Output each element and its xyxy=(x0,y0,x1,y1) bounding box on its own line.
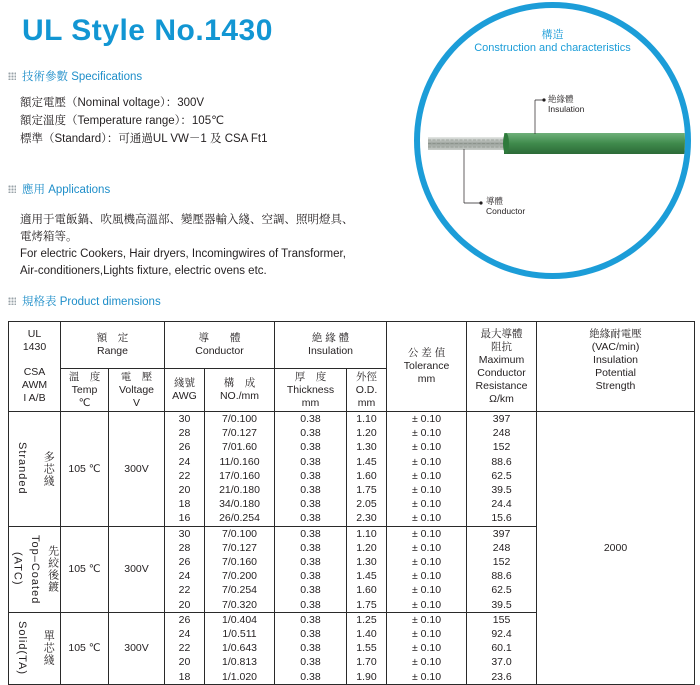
table-cell: 22 xyxy=(178,469,191,482)
table-cell: 1/1.020 xyxy=(221,670,258,683)
table-cell: 0.38 xyxy=(300,541,321,554)
dotted-square-icon xyxy=(8,185,16,193)
table-cell: 7/0.100 xyxy=(221,527,258,540)
table-cell: 20 xyxy=(178,484,191,497)
table-cell: 1.70 xyxy=(356,656,377,669)
group-label: (ATC) Top–Coated 先絞後鍍 xyxy=(9,526,61,612)
table-cell: ± 0.10 xyxy=(411,413,442,425)
table-cell: ± 0.10 xyxy=(411,469,442,482)
awg-column xyxy=(165,612,205,684)
table-cell: 1.10 xyxy=(356,527,377,540)
tolerance-column xyxy=(387,526,467,612)
table-cell: 22 xyxy=(178,584,191,597)
table-cell: 1.90 xyxy=(356,670,377,683)
table-cell: 88.6 xyxy=(491,455,512,468)
table-cell: 7/0.127 xyxy=(221,541,258,554)
table-cell: 17/0.160 xyxy=(219,469,260,482)
table-cell: 30 xyxy=(178,413,191,425)
table-cell: 20 xyxy=(178,598,191,611)
resistance-column xyxy=(467,612,537,684)
table-cell: 30 xyxy=(178,527,191,540)
table-cell: 1/0.813 xyxy=(221,656,258,669)
table-cell: 0.38 xyxy=(300,570,321,583)
table-cell: 0.38 xyxy=(300,628,321,641)
diagram-title-en: Construction and characteristics xyxy=(474,42,631,54)
table-cell: 26/0.254 xyxy=(219,512,260,525)
table-cell: ± 0.10 xyxy=(411,527,442,540)
table-cell: 24 xyxy=(178,570,191,583)
spec-line: 額定電壓（Nominal voltage）：300V xyxy=(20,97,205,109)
spec-line: 額定溫度（Temperature range）：105℃ xyxy=(20,115,225,127)
table-cell: 0.38 xyxy=(300,455,321,468)
table-cell: 248 xyxy=(492,427,511,440)
table-cell: 28 xyxy=(178,427,191,440)
table-cell: 0.38 xyxy=(300,613,321,626)
table-cell: 39.5 xyxy=(491,484,512,497)
insulation-label: 絶緣體 Insulation xyxy=(548,94,585,114)
table-cell: 1.30 xyxy=(356,441,377,454)
table-cell: ± 0.10 xyxy=(411,441,442,454)
header-od: 外徑 O.D. mm xyxy=(347,369,387,412)
table-cell: 88.6 xyxy=(491,570,512,583)
table-cell: 1.20 xyxy=(356,427,377,440)
diagram-title-cn: 構造 xyxy=(541,29,564,41)
applications-text xyxy=(20,212,354,280)
thickness-column xyxy=(275,612,347,684)
table-cell: 24 xyxy=(178,455,191,468)
group-label: Solid(TA) 單芯綫 xyxy=(9,612,61,684)
table-cell: ± 0.10 xyxy=(411,670,442,683)
section-label: 技術參數 Specifications xyxy=(22,71,143,83)
od-column xyxy=(347,412,387,527)
application-line: Air-conditioners,Lights fixture, electric ovens etc. xyxy=(20,265,267,277)
table-cell: ± 0.10 xyxy=(411,484,442,497)
table-cell: 152 xyxy=(492,556,511,569)
table-cell: 0.38 xyxy=(300,413,321,425)
table-cell: 26 xyxy=(178,613,191,626)
application-line: For electric Cookers, Hair dryers, Incomingwires of Transformer, xyxy=(20,248,346,260)
table-cell: 0.38 xyxy=(300,656,321,669)
header-thickness: 厚 度 Thickness mm xyxy=(275,369,347,412)
table-cell: 0.38 xyxy=(300,670,321,683)
page-title: UL Style No.1430 xyxy=(22,14,273,47)
table-cell: ± 0.10 xyxy=(411,541,442,554)
table-cell: 92.4 xyxy=(491,628,512,641)
table-cell: 21/0.180 xyxy=(219,484,260,497)
table-cell: 1/0.404 xyxy=(221,613,258,626)
section-header-specifications xyxy=(8,68,142,84)
table-cell: 7/0.100 xyxy=(221,413,258,425)
table-cell: 62.5 xyxy=(491,469,512,482)
table-cell: 1/0.643 xyxy=(221,642,258,655)
table-cell: ± 0.10 xyxy=(411,584,442,597)
table-cell: 1.40 xyxy=(356,628,377,641)
od-column xyxy=(347,612,387,684)
application-line: 適用于電飯鍋、吹風機高溫部、變壓器輸入綫、空調、照明燈具、 xyxy=(20,214,354,226)
header-range: 額 定 Range xyxy=(61,322,165,369)
product-dimensions-table xyxy=(8,321,695,685)
table-cell: 397 xyxy=(492,413,511,425)
dotted-square-icon xyxy=(8,297,16,305)
header-ul-csa: UL 1430 CSA AWM I A/B xyxy=(9,322,61,412)
table-cell: 1.75 xyxy=(356,598,377,611)
thickness-column xyxy=(275,526,347,612)
header-awg: 綫號 AWG xyxy=(165,369,205,412)
dotted-square-icon xyxy=(8,72,16,80)
table-cell: 16 xyxy=(178,512,191,525)
construction-diagram xyxy=(414,2,691,279)
table-cell: ± 0.10 xyxy=(411,512,442,525)
table-cell: 11/0.160 xyxy=(219,455,260,468)
table-cell: 1/0.511 xyxy=(222,628,257,641)
table-cell: 0.38 xyxy=(300,642,321,655)
table-cell: 1.45 xyxy=(356,455,377,468)
table-cell: 1.10 xyxy=(356,413,377,425)
thickness-column xyxy=(275,412,347,527)
group-temp: 105 ℃ xyxy=(61,612,109,684)
structure-column xyxy=(205,612,275,684)
table-cell: 2.05 xyxy=(356,498,377,511)
table-cell: 0.38 xyxy=(300,469,321,482)
section-label: 規格表 Product dimensions xyxy=(22,296,161,308)
table-cell: 0.38 xyxy=(300,484,321,497)
insulation-jacket xyxy=(504,133,685,154)
table-cell: 1.75 xyxy=(356,484,377,497)
table-cell: 1.25 xyxy=(356,613,377,626)
table-cell: 26 xyxy=(178,556,191,569)
od-column xyxy=(347,526,387,612)
table-cell: 7/0.320 xyxy=(221,598,258,611)
group-voltage: 300V xyxy=(109,612,165,684)
group-temp: 105 ℃ xyxy=(61,526,109,612)
section-header-dimensions xyxy=(8,293,161,309)
table-cell: 155 xyxy=(492,613,511,626)
table-cell: 39.5 xyxy=(491,598,512,611)
header-voltage: 電 壓 Voltage V xyxy=(109,369,165,412)
header-temp: 溫 度 Temp ℃ xyxy=(61,369,109,412)
header-structure: 構 成 NO./mm xyxy=(205,369,275,412)
header-resistance: 最大導體 阻抗 Maximum Conductor Resistance Ω/km xyxy=(467,322,537,412)
table-cell: 24.4 xyxy=(491,498,512,511)
table-cell: 248 xyxy=(492,541,511,554)
table-cell: 1.55 xyxy=(356,642,377,655)
table-cell: 7/0.254 xyxy=(221,584,258,597)
table-cell: 18 xyxy=(178,670,191,683)
table-cell: 1.60 xyxy=(356,584,377,597)
section-label: 應用 Applications xyxy=(22,184,111,196)
section-header-applications xyxy=(8,181,110,197)
header-conductor: 導 體 Conductor xyxy=(165,322,275,369)
table-cell: 62.5 xyxy=(491,584,512,597)
table-cell: 0.38 xyxy=(300,441,321,454)
table-cell: 37.0 xyxy=(491,656,512,669)
group-stranded xyxy=(9,412,695,527)
table-cell: 1.45 xyxy=(356,570,377,583)
table-cell: 0.38 xyxy=(300,498,321,511)
table-cell: 60.1 xyxy=(491,642,512,655)
header-insulation: 絶 緣 體 Insulation xyxy=(275,322,387,369)
conductor-label: 導體 Conductor xyxy=(486,196,526,216)
table-cell: 152 xyxy=(492,441,511,454)
header-tolerance: 公 差 值 Tolerance mm xyxy=(387,322,467,412)
table-cell: 7/0.160 xyxy=(221,556,258,569)
resistance-column xyxy=(467,412,537,527)
table-cell: 0.38 xyxy=(300,427,321,440)
table-cell: 28 xyxy=(178,541,191,554)
table-cell: ± 0.10 xyxy=(411,556,442,569)
table-cell: 0.38 xyxy=(300,527,321,540)
spec-line: 標準（Standard）：可通過UL VW－1 及 CSA Ft1 xyxy=(20,133,268,145)
group-temp: 105 ℃ xyxy=(61,412,109,527)
table-cell: 34/0.180 xyxy=(219,498,260,511)
application-line: 電烤箱等。 xyxy=(20,231,78,243)
table-cell: 26 xyxy=(178,441,191,454)
table-cell: 18 xyxy=(178,498,191,511)
tolerance-column xyxy=(387,612,467,684)
table-cell: ± 0.10 xyxy=(411,656,442,669)
wire-illustration xyxy=(420,8,685,273)
group-label: Stranded 多芯綫 xyxy=(9,412,61,527)
table-cell: ± 0.10 xyxy=(411,598,442,611)
table-cell: 1.20 xyxy=(356,541,377,554)
table-cell: 0.38 xyxy=(300,598,321,611)
table-cell: ± 0.10 xyxy=(411,427,442,440)
table-cell: 23.6 xyxy=(491,670,512,683)
table-cell: 1.60 xyxy=(356,469,377,482)
table-cell: ± 0.10 xyxy=(411,613,442,626)
table-cell: 1.30 xyxy=(356,556,377,569)
group-voltage: 300V xyxy=(109,412,165,527)
voltage-strength-value: 2000 xyxy=(537,412,695,685)
structure-column xyxy=(205,412,275,527)
table-cell: 7/01.60 xyxy=(221,441,258,454)
tolerance-column xyxy=(387,412,467,527)
awg-column xyxy=(165,526,205,612)
table-cell: 2.30 xyxy=(356,512,377,525)
table-cell: ± 0.10 xyxy=(411,570,442,583)
resistance-column xyxy=(467,526,537,612)
specifications-list xyxy=(20,94,268,148)
table-cell: 0.38 xyxy=(300,512,321,525)
table-cell: 20 xyxy=(178,656,191,669)
header-voltage-strength: 絶緣耐電壓 (VAC/min) Insulation Potential Strength xyxy=(537,322,695,412)
table-cell: ± 0.10 xyxy=(411,455,442,468)
table-cell: 0.38 xyxy=(300,584,321,597)
group-voltage: 300V xyxy=(109,526,165,612)
table-cell: 15.6 xyxy=(491,512,512,525)
table-cell: 7/0.127 xyxy=(221,427,258,440)
table-cell: ± 0.10 xyxy=(411,628,442,641)
awg-column xyxy=(165,412,205,527)
table-cell: 7/0.200 xyxy=(221,570,258,583)
table-cell: ± 0.10 xyxy=(411,642,442,655)
table-cell: 24 xyxy=(178,628,191,641)
structure-column xyxy=(205,526,275,612)
table-cell: 397 xyxy=(492,527,511,540)
table-cell: 0.38 xyxy=(300,556,321,569)
table-cell: 22 xyxy=(178,642,191,655)
table-cell: ± 0.10 xyxy=(411,498,442,511)
